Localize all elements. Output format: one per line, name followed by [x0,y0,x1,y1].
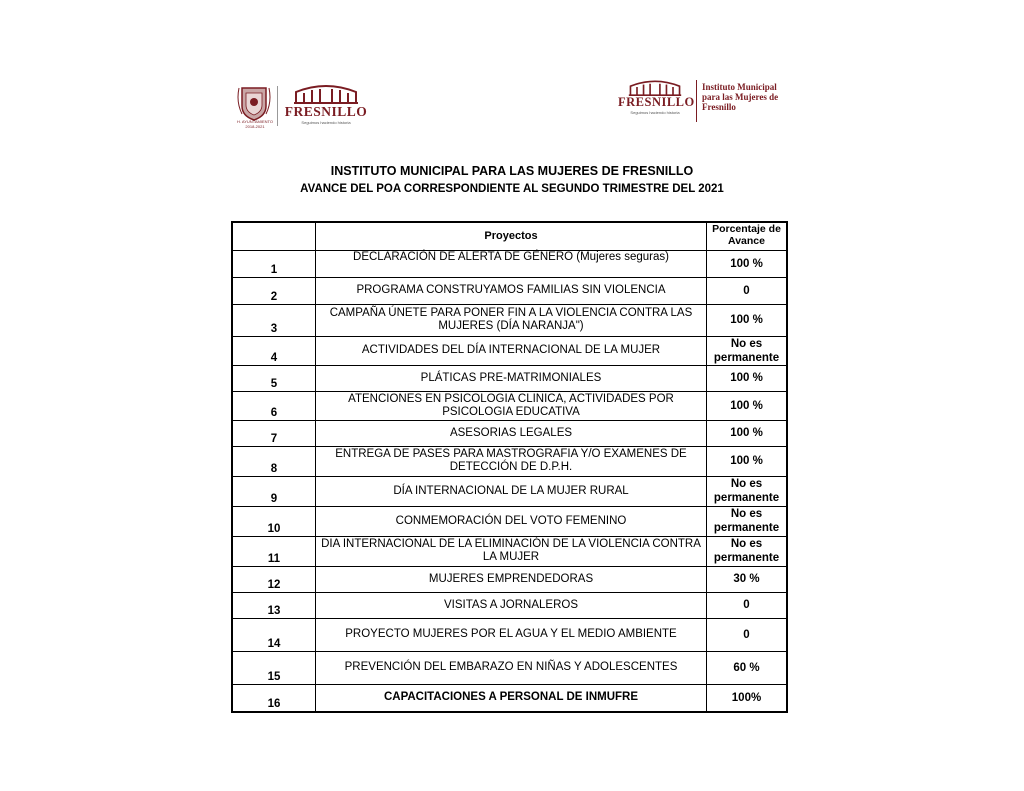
table-row [232,250,787,277]
row-percent: 60 % [707,651,788,684]
logo-divider [696,80,697,122]
row-project: CAMPAÑA ÚNETE PARA PONER FIN A LA VIOLENCIA CONTRA LAS MUJERES (DÍA NARANJA") [316,304,707,336]
row-project: ASESORIAS LEGALES [316,420,707,446]
brand-wordmark: FRESNILLO [284,104,368,119]
table-row [232,651,787,684]
row-percent: 30 % [707,566,788,592]
row-project: PROGRAMA CONSTRUYAMOS FAMILIAS SIN VIOLENCIA [316,277,707,304]
table-row [232,391,787,420]
municipal-logo-left [236,82,368,128]
table-row [232,618,787,651]
row-percent: 100 % [707,446,788,476]
table-row [232,420,787,446]
row-percent: 100% [707,684,788,712]
row-number: 12 [232,566,316,592]
row-percent: 100 % [707,304,788,336]
row-number: 2 [232,277,316,304]
row-percent: 100 % [707,250,788,277]
table-row [232,277,787,304]
brand-tagline: Seguimos haciendo historia [301,120,351,125]
table-header-row [232,222,787,250]
row-number: 7 [232,420,316,446]
table-row [232,304,787,336]
document-subtitle: AVANCE DEL POA CORRESPONDIENTE AL SEGUNDO TRIMESTRE DEL 2021 [300,183,724,195]
header-number [232,222,316,250]
table-row [232,365,787,391]
row-project: CONMEMORACIÓN DEL VOTO FEMENINO [316,506,707,536]
table-row [232,476,787,506]
row-percent: 100 % [707,391,788,420]
row-project: DÍA INTERNACIONAL DE LA MUJER RURAL [316,476,707,506]
brand-tagline: Seguimos haciendo historia [630,110,680,115]
row-percent: 100 % [707,420,788,446]
row-percent: 0 [707,592,788,618]
fresnillo-brand [284,82,368,128]
fresnillo-brand [618,78,695,124]
header-percent: Porcentaje de Avance [707,222,788,250]
table-row [232,446,787,476]
poa-progress-table [231,221,788,713]
institute-name: Instituto Municipal para las Mujeres de Fresnillo [702,82,779,112]
row-project: VISITAS A JORNALEROS [316,592,707,618]
row-number: 4 [232,336,316,365]
row-project: CAPACITACIONES A PERSONAL DE INMUFRE [316,684,707,712]
row-percent: No es permanente [707,506,788,536]
row-number: 8 [232,446,316,476]
building-icon [294,82,358,104]
table-row [232,536,787,566]
row-percent: 0 [707,618,788,651]
row-project: ENTREGA DE PASES PARA MASTROGRAFIA Y/O EXAMENES DE DETECCIÓN DE D.P.H. [316,446,707,476]
row-project: DECLARACIÓN DE ALERTA DE GÉNERO (Mujeres seguras) [316,250,707,277]
row-project: PLÁTICAS PRE-MATRIMONIALES [316,365,707,391]
brand-wordmark: FRESNILLO [618,95,695,109]
table-row [232,592,787,618]
row-project: MUJERES EMPRENDEDORAS [316,566,707,592]
row-number: 16 [232,684,316,712]
row-project: DIA INTERNACIONAL DE LA ELIMINACIÓN DE LA VIOLENCIA CONTRA LA MUJER [316,536,707,566]
row-number: 11 [232,536,316,566]
row-project: ATENCIONES EN PSICOLOGIA CLINICA, ACTIVIDADES POR PSICOLOGIA EDUCATIVA [316,391,707,420]
row-number: 15 [232,651,316,684]
row-number: 5 [232,365,316,391]
table-row [232,566,787,592]
table-row [232,506,787,536]
row-number: 10 [232,506,316,536]
row-project: PROYECTO MUJERES POR EL AGUA Y EL MEDIO AMBIENTE [316,618,707,651]
seal-caption: H. AYUNTAMIENTO 2018-2021 [236,119,273,129]
table-row [232,684,787,712]
table-row [232,336,787,365]
header-projects: Proyectos [316,222,707,250]
row-number: 6 [232,391,316,420]
row-project: ACTIVIDADES DEL DÍA INTERNACIONAL DE LA MUJER [316,336,707,365]
row-project: PREVENCIÓN DEL EMBARAZO EN NIÑAS Y ADOLESCENTES [316,651,707,684]
row-percent: 0 [707,277,788,304]
row-number: 14 [232,618,316,651]
row-percent: No es permanente [707,336,788,365]
row-number: 3 [232,304,316,336]
row-percent: 100 % [707,365,788,391]
institute-logo-right [618,78,788,124]
row-number: 1 [232,250,316,277]
document-title: INSTITUTO MUNICIPAL PARA LAS MUJERES DE FRESNILLO [330,164,694,178]
building-icon [624,78,686,96]
row-percent: No es permanente [707,476,788,506]
logo-divider [277,86,278,126]
row-number: 9 [232,476,316,506]
row-percent: No es permanente [707,536,788,566]
row-number: 13 [232,592,316,618]
